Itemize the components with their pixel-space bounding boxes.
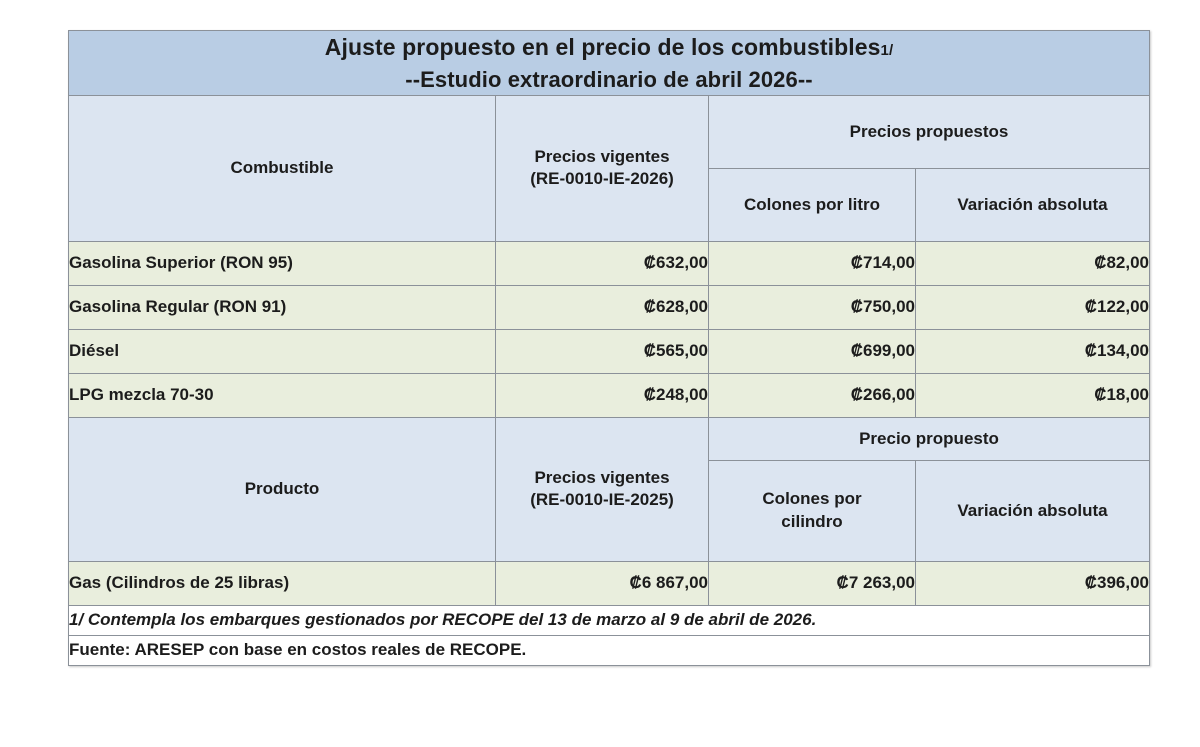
header-precios-vigentes-product-line1: Precios vigentes: [534, 467, 670, 487]
fuel-header-row-group: [69, 95, 1150, 168]
table-row: [69, 561, 1150, 605]
table-title-line-2: --Estudio extraordinario de abril 2026--: [405, 66, 813, 92]
source-text: Fuente: ARESEP con base en costos reales de RECOPE.: [69, 635, 1150, 665]
price-table-container: [68, 30, 1149, 666]
fuel-proposed-price: ₡699,00: [709, 329, 916, 373]
fuel-absolute-variation: ₡18,00: [916, 373, 1150, 417]
fuel-name: Diésel: [69, 329, 496, 373]
fuel-absolute-variation: ₡82,00: [916, 241, 1150, 285]
header-precios-vigentes-fuels-line2: (RE-0010-IE-2026): [530, 169, 674, 189]
header-variacion-absoluta-fuels: Variación absoluta: [916, 168, 1150, 241]
table-title-footnote-marker: 1/: [880, 42, 894, 59]
header-colones-por-cilindro-line2: cilindro: [781, 511, 843, 531]
fuel-current-price: ₡632,00: [496, 241, 709, 285]
fuel-price-table: [68, 30, 1150, 666]
header-precio-propuesto-group: Precio propuesto: [709, 417, 1150, 460]
header-colones-por-litro: Colones por litro: [709, 168, 916, 241]
footnote-row: [69, 605, 1150, 635]
header-precios-vigentes-product: [496, 417, 709, 561]
header-colones-por-cilindro: [709, 460, 916, 561]
fuel-proposed-price: ₡266,00: [709, 373, 916, 417]
fuel-current-price: ₡628,00: [496, 285, 709, 329]
fuel-name: LPG mezcla 70-30: [69, 373, 496, 417]
table-title-cell: [69, 31, 1150, 96]
fuel-proposed-price: ₡750,00: [709, 285, 916, 329]
product-header-row-group: [69, 417, 1150, 460]
fuel-proposed-price: ₡714,00: [709, 241, 916, 285]
fuel-name: Gasolina Superior (RON 95): [69, 241, 496, 285]
header-variacion-absoluta-product: Variación absoluta: [916, 460, 1150, 561]
fuel-current-price: ₡248,00: [496, 373, 709, 417]
table-title-row: [69, 31, 1150, 96]
product-current-price: ₡6 867,00: [496, 561, 709, 605]
header-precios-vigentes-fuels: [496, 95, 709, 241]
fuel-absolute-variation: ₡122,00: [916, 285, 1150, 329]
fuel-name: Gasolina Regular (RON 91): [69, 285, 496, 329]
table-title-main-text: Ajuste propuesto en el precio de los combustibles: [324, 34, 881, 60]
product-proposed-price: ₡7 263,00: [709, 561, 916, 605]
table-row: [69, 329, 1150, 373]
header-precios-vigentes-product-line2: (RE-0010-IE-2025): [530, 490, 674, 510]
fuel-absolute-variation: ₡134,00: [916, 329, 1150, 373]
fuel-current-price: ₡565,00: [496, 329, 709, 373]
source-row: [69, 635, 1150, 665]
product-name: Gas (Cilindros de 25 libras): [69, 561, 496, 605]
table-row: [69, 373, 1150, 417]
header-combustible: Combustible: [69, 95, 496, 241]
table-row: [69, 285, 1150, 329]
footnote-text: 1/ Contempla los embarques gestionados por RECOPE del 13 de marzo al 9 de abril de 2026.: [69, 605, 1150, 635]
product-absolute-variation: ₡396,00: [916, 561, 1150, 605]
header-precios-vigentes-fuels-line1: Precios vigentes: [534, 146, 670, 166]
header-producto: Producto: [69, 417, 496, 561]
table-row: [69, 241, 1150, 285]
header-precios-propuestos-group: Precios propuestos: [709, 95, 1150, 168]
table-title-line-1: [69, 31, 1149, 64]
header-colones-por-cilindro-line1: Colones por: [762, 489, 862, 509]
